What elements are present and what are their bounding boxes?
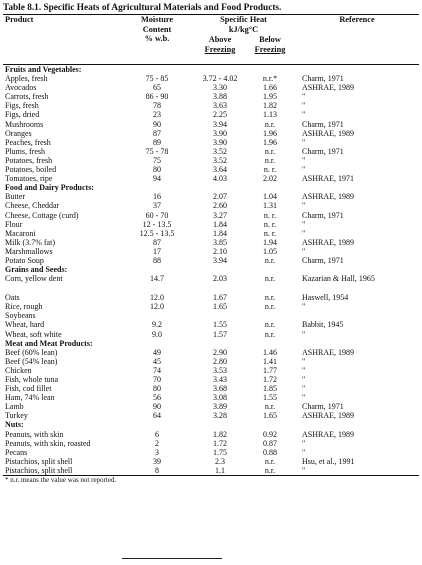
header-moisture-line3: % w.b. <box>144 34 170 44</box>
above-freezing-cell: 2.3 <box>215 456 225 466</box>
header-reference: Reference <box>339 15 375 24</box>
below-freezing-cell: 1.55 <box>263 393 277 403</box>
reference-cell: ASHRAE, 1989 <box>302 429 355 439</box>
table-row <box>3 110 419 119</box>
product-cell: Pecans <box>5 447 28 457</box>
table-row <box>3 201 419 210</box>
reference-cell: ASHRAE, 1989 <box>302 237 355 247</box>
table-row <box>3 402 419 411</box>
product-cell: Butter <box>5 192 25 202</box>
table-row <box>3 229 419 238</box>
below-freezing-cell: 1.94 <box>263 237 277 247</box>
header-moisture-line2: Content <box>142 24 172 34</box>
moisture-cell: 90 <box>153 402 161 412</box>
below-freezing-cell: n.r. <box>264 274 276 284</box>
product-cell: Cheese, Cheddar <box>5 201 60 211</box>
table-row <box>3 120 419 129</box>
moisture-cell: 17 <box>153 246 161 256</box>
reference-cell: Charm, 1971 <box>302 255 344 265</box>
reference-cell: " <box>302 165 306 175</box>
moisture-cell: 12.0 <box>150 302 164 312</box>
reference-cell: " <box>302 92 306 102</box>
moisture-cell: 87 <box>153 128 161 138</box>
section-label: Grains and Seeds: <box>5 265 68 275</box>
header-above-line2: Freezing <box>204 44 236 54</box>
table-row <box>3 147 419 156</box>
moisture-cell: 37 <box>153 201 161 211</box>
product-cell: Ham, 74% lean <box>5 393 55 403</box>
reference-cell: ASHRAE, 1989 <box>302 192 355 202</box>
product-cell: Fish, whole tuna <box>5 375 59 384</box>
above-freezing-cell: 3.28 <box>213 411 227 421</box>
moisture-cell: 16 <box>153 192 161 202</box>
table-row <box>3 165 419 174</box>
table-row <box>3 375 419 384</box>
moisture-cell: 64 <box>153 411 161 421</box>
moisture-cell: 23 <box>153 110 161 120</box>
moisture-cell: 74 <box>153 365 161 375</box>
moisture-cell: 56 <box>153 393 161 403</box>
reference-cell: " <box>302 137 306 147</box>
above-freezing-cell: 3.30 <box>213 83 227 93</box>
moisture-cell: 80 <box>153 165 161 175</box>
below-freezing-cell: n.r. <box>264 329 276 339</box>
reference-cell: Hsu, et al., 1991 <box>302 456 355 466</box>
product-cell: Flour <box>5 219 23 229</box>
below-freezing-cell: 1.72 <box>263 375 277 384</box>
below-freezing-cell: 1.04 <box>263 192 277 202</box>
reference-cell: ASHRAE, 1989 <box>302 83 355 93</box>
product-cell: Potatoes, boiled <box>5 165 57 175</box>
reference-cell: " <box>302 393 306 403</box>
header-sh-line1: Specific Heat <box>220 15 267 24</box>
above-freezing-cell: 3.72 - 4.02 <box>202 74 238 84</box>
product-cell: Oats <box>5 293 20 303</box>
table-row <box>3 256 419 265</box>
above-freezing-cell: 3.89 <box>213 402 227 412</box>
table-row <box>3 330 419 339</box>
product-cell: Figs, dried <box>5 110 40 120</box>
product-cell: Cheese, Cottage (curd) <box>5 210 79 220</box>
product-cell: Plums, fresh <box>5 146 45 156</box>
above-freezing-cell: 3.94 <box>213 255 227 265</box>
below-freezing-cell: 1.96 <box>263 137 277 147</box>
below-freezing-cell: n.r.* <box>262 74 278 84</box>
header-moisture <box>121 15 193 44</box>
reference-cell: Charm, 1971 <box>302 210 344 220</box>
reference-cell: ASHRAE, 1989 <box>302 347 355 357</box>
table-body <box>3 65 419 475</box>
below-freezing-cell: 1.85 <box>263 384 277 394</box>
product-cell: Potato Soup <box>5 255 44 265</box>
table-row <box>3 357 419 366</box>
reference-cell: " <box>302 384 306 394</box>
section-label: Nuts: <box>5 420 24 430</box>
product-cell: Soybeans <box>5 311 36 321</box>
below-freezing-cell: n. r. <box>263 165 277 175</box>
table-row <box>3 238 419 247</box>
below-freezing-cell: 0.92 <box>263 429 277 439</box>
above-freezing-cell: 3.52 <box>213 146 227 156</box>
header-above <box>196 35 244 54</box>
above-freezing-cell: 1.82 <box>213 429 227 439</box>
above-freezing-cell: 3.27 <box>213 210 227 220</box>
table-row <box>3 311 419 320</box>
section-row <box>3 265 419 274</box>
above-freezing-cell: 1.75 <box>213 447 227 457</box>
section-row <box>3 420 419 429</box>
reference-cell: Charm, 1971 <box>302 119 344 129</box>
above-freezing-cell: 3.90 <box>213 137 227 147</box>
product-cell: Oranges <box>5 128 32 138</box>
above-freezing-cell: 1.67 <box>213 293 227 303</box>
table-title: Table 8.1. Specific Heats of Agricultural Materials and Food Products. <box>3 3 282 13</box>
table-row <box>3 274 419 293</box>
moisture-cell: 39 <box>153 456 161 466</box>
above-freezing-cell: 2.07 <box>213 192 227 202</box>
product-cell: Pistachios, split shell <box>5 456 73 466</box>
table-row <box>3 384 419 393</box>
moisture-cell: 80 <box>153 384 161 394</box>
reference-cell: " <box>302 201 306 211</box>
below-freezing-cell: n.r. <box>264 255 276 265</box>
below-freezing-cell: 1.41 <box>263 356 277 366</box>
reference-cell: " <box>302 329 306 339</box>
moisture-cell: 75 <box>153 155 161 165</box>
reference-cell: " <box>302 447 306 457</box>
reference-cell: ASHRAE, 1971 <box>302 174 355 184</box>
reference-cell: " <box>302 110 306 120</box>
below-freezing-cell: n.r. <box>264 465 276 475</box>
moisture-cell: 78 <box>153 101 161 111</box>
moisture-cell: 86 - 90 <box>145 92 169 102</box>
table-row <box>3 348 419 357</box>
above-freezing-cell: 1.72 <box>213 438 227 448</box>
table-row <box>3 366 419 375</box>
table-row <box>3 192 419 201</box>
section-row <box>3 183 419 192</box>
section-row <box>3 339 419 348</box>
moisture-cell: 6 <box>155 429 159 439</box>
table-row <box>3 211 419 220</box>
reference-cell: Kazarian & Hall, 1965 <box>302 274 375 284</box>
product-cell: Turkey <box>5 411 28 421</box>
table-row <box>3 156 419 165</box>
product-cell: Wheat, soft white <box>5 329 62 339</box>
header-below-line2: Freezing <box>254 44 286 54</box>
above-freezing-cell: 2.25 <box>213 110 227 120</box>
above-freezing-cell: 1.65 <box>213 302 227 312</box>
header-moisture-line1: Moisture <box>140 15 174 24</box>
below-freezing-cell: 1.46 <box>263 347 277 357</box>
above-freezing-cell: 1.84 <box>213 219 227 229</box>
below-freezing-cell: 0.87 <box>263 438 277 448</box>
above-freezing-cell: 1.84 <box>213 228 227 238</box>
reference-cell: Charm, 1971 <box>302 402 344 412</box>
above-freezing-cell: 3.53 <box>213 365 227 375</box>
product-cell: Figs, fresh <box>5 101 39 111</box>
below-freezing-cell: n.r. <box>264 320 276 330</box>
reference-cell: " <box>302 365 306 375</box>
table-row <box>3 302 419 311</box>
product-cell: Beef (54% lean) <box>5 356 58 366</box>
section-label: Fruits and Vegetables: <box>5 65 82 74</box>
document <box>3 3 419 485</box>
above-freezing-cell: 3.63 <box>213 101 227 111</box>
header-product: Product <box>5 15 34 24</box>
table-row <box>3 430 419 439</box>
product-cell: Macaroni <box>5 228 36 238</box>
moisture-cell: 75 - 85 <box>145 74 169 84</box>
below-freezing-cell: 1.96 <box>263 128 277 138</box>
above-freezing-cell: 2.80 <box>213 356 227 366</box>
product-cell: Peanuts, with skin, roasted <box>5 438 91 448</box>
product-cell: Milk (3.7% fat) <box>5 237 55 247</box>
below-freezing-cell: n.r. <box>264 293 276 303</box>
table-row <box>3 320 419 329</box>
above-freezing-cell: 1.55 <box>213 320 227 330</box>
product-cell: Potatoes, fresh <box>5 155 53 165</box>
product-cell: Rice, rough <box>5 302 43 312</box>
moisture-cell: 14.7 <box>150 274 164 284</box>
moisture-cell: 12.0 <box>150 293 164 303</box>
reference-cell: Charm, 1971 <box>302 74 344 84</box>
above-freezing-cell: 1.1 <box>215 465 225 475</box>
table-row <box>3 293 419 302</box>
moisture-cell: 3 <box>155 447 159 457</box>
table-row <box>3 101 419 110</box>
reference-cell: Charm, 1971 <box>302 146 344 156</box>
moisture-cell: 9.2 <box>152 320 162 330</box>
moisture-cell: 45 <box>153 356 161 366</box>
product-cell: Lamb <box>5 402 24 412</box>
moisture-cell: 9.0 <box>152 329 162 339</box>
above-freezing-cell: 3.43 <box>213 375 227 384</box>
above-freezing-cell: 4.03 <box>213 174 227 184</box>
below-freezing-cell: 2.02 <box>263 174 277 184</box>
above-freezing-cell: 3.52 <box>213 155 227 165</box>
moisture-cell: 89 <box>153 137 161 147</box>
moisture-cell: 2 <box>155 438 159 448</box>
below-freezing-cell: n.r. <box>264 155 276 165</box>
product-cell: Pistachios, split shell <box>5 465 73 475</box>
reference-cell: " <box>302 219 306 229</box>
table-row <box>3 92 419 101</box>
header-below-line1: Below <box>259 35 281 44</box>
table-row <box>3 448 419 457</box>
moisture-cell: 49 <box>153 347 161 357</box>
reference-cell: " <box>302 155 306 165</box>
footnote: * n.r. means the value was not reported. <box>5 476 117 485</box>
above-freezing-cell: 2.60 <box>213 201 227 211</box>
reference-cell: " <box>302 228 306 238</box>
reference-cell: Haswell, 1954 <box>302 293 349 303</box>
header-specific-heat <box>196 15 291 34</box>
above-freezing-cell: 3.08 <box>213 393 227 403</box>
table-header <box>3 15 419 64</box>
moisture-cell: 70 <box>153 375 161 384</box>
below-freezing-cell: n. r. <box>263 210 277 220</box>
reference-cell: " <box>302 302 306 312</box>
table-row <box>3 83 419 92</box>
reference-cell: " <box>302 101 306 111</box>
product-cell: Carrots, fresh <box>5 92 49 102</box>
header-sh-line2: kJ/kg°C <box>228 24 259 34</box>
product-cell: Apples, fresh <box>5 74 48 84</box>
table-row <box>3 411 419 420</box>
section-label: Meat and Meat Products: <box>5 338 93 348</box>
above-freezing-cell: 2.10 <box>213 246 227 256</box>
product-cell: Peanuts, with skin <box>5 429 64 439</box>
table-row <box>3 466 419 475</box>
table-row <box>3 174 419 183</box>
above-freezing-cell: 1.57 <box>213 329 227 339</box>
table-row <box>3 393 419 402</box>
moisture-cell: 87 <box>153 237 161 247</box>
below-freezing-cell: 1.95 <box>263 92 277 102</box>
below-freezing-cell: n.r. <box>264 119 276 129</box>
product-cell: Tomatoes, ripe <box>5 174 53 184</box>
below-freezing-cell: 0.88 <box>263 447 277 457</box>
product-cell: Corn, yellow dent <box>5 274 63 284</box>
above-freezing-cell: 3.85 <box>213 237 227 247</box>
table-row <box>3 439 419 448</box>
reference-cell: " <box>302 356 306 366</box>
reference-cell: Babbit, 1945 <box>302 320 344 330</box>
page-edge-line <box>122 558 222 559</box>
above-freezing-cell: 2.90 <box>213 347 227 357</box>
table-row <box>3 247 419 256</box>
product-cell: Mushrooms <box>5 119 44 129</box>
product-cell: Beef (60% lean) <box>5 347 58 357</box>
above-freezing-cell: 3.90 <box>213 128 227 138</box>
reference-cell: ASHRAE, 1989 <box>302 411 355 421</box>
above-freezing-cell: 3.88 <box>213 92 227 102</box>
reference-cell: ASHRAE, 1989 <box>302 128 355 138</box>
below-freezing-cell: 1.31 <box>263 201 277 211</box>
product-cell: Wheat, hard <box>5 320 45 330</box>
below-freezing-cell: n.r. <box>264 456 276 466</box>
table-row <box>3 138 419 147</box>
table-row <box>3 74 419 83</box>
reference-cell: " <box>302 465 306 475</box>
moisture-cell: 90 <box>153 119 161 129</box>
moisture-cell: 12 - 13.5 <box>142 219 172 229</box>
header-below <box>249 35 291 54</box>
moisture-cell: 94 <box>153 174 161 184</box>
above-freezing-cell: 3.68 <box>213 384 227 394</box>
header-above-line1: Above <box>208 35 232 44</box>
reference-cell: " <box>302 246 306 256</box>
product-cell: Peaches, fresh <box>5 137 51 147</box>
below-freezing-cell: 1.82 <box>263 101 277 111</box>
reference-cell: " <box>302 375 306 384</box>
below-freezing-cell: n.r. <box>264 302 276 312</box>
below-freezing-cell: n.r. <box>264 146 276 156</box>
product-cell: Chicken <box>5 365 32 375</box>
moisture-cell: 65 <box>153 83 161 93</box>
table-row <box>3 220 419 229</box>
table-row <box>3 129 419 138</box>
moisture-cell: 8 <box>155 465 159 475</box>
above-freezing-cell: 3.94 <box>213 119 227 129</box>
product-cell: Fish, cod fillet <box>5 384 52 394</box>
moisture-cell: 12.5 - 13.5 <box>139 228 175 238</box>
product-cell: Marshmallows <box>5 246 53 256</box>
section-row <box>3 65 419 74</box>
below-freezing-cell: 1.05 <box>263 246 277 256</box>
below-freezing-cell: n. r. <box>263 219 277 229</box>
reference-cell: " <box>302 438 306 448</box>
product-cell: Avocados <box>5 83 37 93</box>
below-freezing-cell: 1.66 <box>263 83 277 93</box>
below-freezing-cell: n.r. <box>264 402 276 412</box>
section-label: Food and Dairy Products: <box>5 183 94 193</box>
below-freezing-cell: 1.13 <box>263 110 277 120</box>
moisture-cell: 88 <box>153 255 161 265</box>
table-row <box>3 457 419 466</box>
moisture-cell: 75 - 78 <box>145 146 169 156</box>
above-freezing-cell: 2.03 <box>213 274 227 284</box>
below-freezing-cell: 1.65 <box>263 411 277 421</box>
below-freezing-cell: n. r. <box>263 228 277 238</box>
below-freezing-cell: 1.77 <box>263 365 277 375</box>
moisture-cell: 60 - 70 <box>145 210 169 220</box>
above-freezing-cell: 3.64 <box>213 165 227 175</box>
